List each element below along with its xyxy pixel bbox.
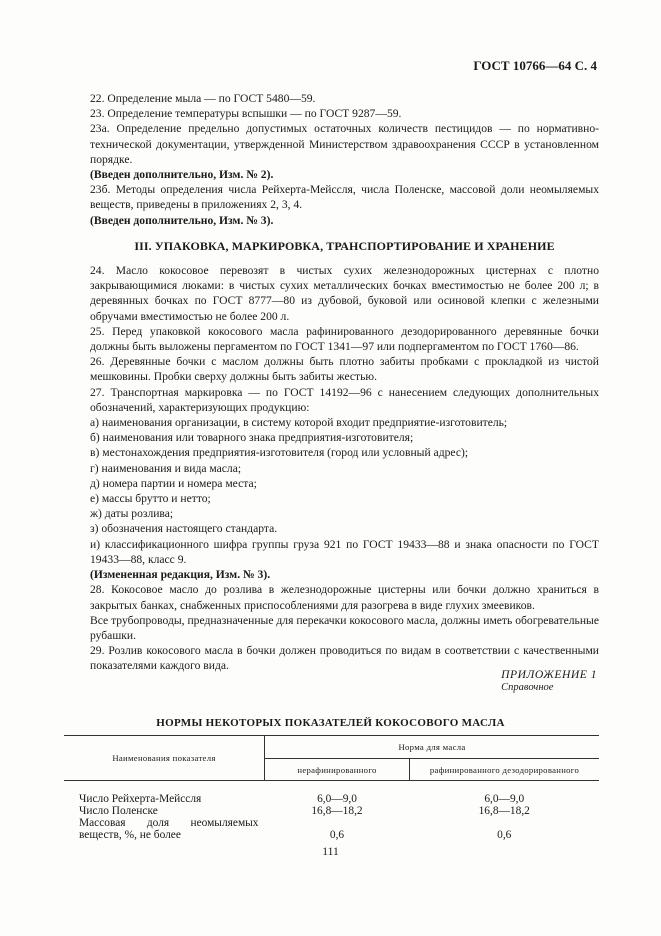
row-value-unrefined: 16,8—18,2 [311,805,363,817]
amendment-note-1: (Введен дополнительно, Изм. № 2). [90,168,274,182]
paragraph-22 [90,91,599,106]
appendix-title: ПРИЛОЖЕНИЕ 1 [501,668,597,681]
paragraph-28: 28. Кокосовое масло до розлива в железнодорожные цистерны или бочки должно храниться в закрытых банках, снабженных приспособлениями для разогрева в виде глухих змеевиков. [90,583,599,612]
list-item: а) наименования организации, в систему которой входит предприятие-изготовитель; [90,416,508,430]
row-value-refined: 16,8—18,2 [478,805,530,817]
amendment-note-2: (Введен дополнительно, Изм. № 3). [90,213,274,227]
row-name: Массовая доля неомыляемых веществ, %, не более [79,817,259,841]
paragraph-23a: 23а. Определение предельно допустимых остаточных количеств пестицидов — по нормативно-технической документации, утвержденной Министерством здравоохранения СССР в установленном порядке. [90,122,599,166]
paragraph-23: 23. Определение температуры вспышки — по ГОСТ 9287—59. [90,107,402,121]
list-item: б) наименования или товарного знака предприятия-изготовителя; [90,431,414,445]
list-item: з) обозначения настоящего стандарта. [90,522,278,536]
paragraph-24: 24. Масло кокосовое перевозят в чистых сухих железнодорожных цистернах с плотно закрывающимися люками: в чистых сухих металлических бочках вместимостью не более 200 л; в деревянных бочках по ГОСТ 8777—80 из дубовой, буковой или осиновой клепки с железными обручами вместимостью не более 200 л. [90,264,599,323]
paragraph-22-text: 22. Определение мыла — по ГОСТ 5480—59. [90,92,316,105]
paragraph-23b: 23б. Методы определения числа Рейхерта-Мейссля, числа Поленске, массовой доли неомыляемых веществ, приведены в приложениях 2, 3, 4. [90,183,599,212]
paragraph-28-continued: Все трубопроводы, предназначенные для перекачки кокосового масла, должны иметь обогревательные рубашки. [90,613,599,642]
main-text [90,91,599,674]
column-header-name: Наименования показателя [64,736,265,781]
column-header-group: Норма для масла [265,736,600,759]
list-item: ж) даты розлива; [90,507,174,521]
norms-table [64,735,599,841]
appendix-subtitle: Справочное [501,682,554,693]
list-item: е) массы брутто и нетто; [90,492,211,506]
page-number: 111 [322,845,339,858]
marking-list [90,415,599,567]
page-header: ГОСТ 10766—64 С. 4 [473,58,597,73]
list-item: в) местонахождения предприятия-изготовителя (город или условный адрес); [90,446,469,460]
table-title: НОРМЫ НЕКОТОРЫХ ПОКАЗАТЕЛЕЙ КОКОСОВОГО МАСЛА [156,717,505,729]
amendment-note-3: (Измененная редакция, Изм. № 3). [90,568,271,582]
list-item: г) наименования и вида масла; [90,461,242,475]
paragraph-25: 25. Перед упаковкой кокосового масла рафинированного дезодорированного деревянные бочки должны быть выложены пергаментом по ГОСТ 1341—97 или подпергаментом по ГОСТ 1760—86. [90,324,599,354]
row-value-unrefined: 0,6 [329,829,345,841]
row-value-unrefined: 6,0—9,0 [317,793,357,805]
paragraph-26: 26. Деревянные бочки с маслом должны быть плотно забиты пробками с прокладкой из чистой мешковины. Пробки сверху должны быть забиты жестью. [90,355,599,384]
row-value-refined: 0,6 [497,829,512,841]
row-name: Число Поленске [79,805,158,817]
list-item: д) номера партии и номера места; [90,476,257,490]
list-item: и) классификационного шифра группы груза 921 по ГОСТ 19433—88 и знака опасности по ГОСТ 19433—88, класс 9. [90,537,599,566]
section-heading: III. УПАКОВКА, МАРКИРОВКА, ТРАНСПОРТИРОВАНИЕ И ХРАНЕНИЕ [134,238,555,253]
table-row [64,817,599,841]
column-header-refined: рафинированного дезодорированного [410,759,600,781]
row-value-refined: 6,0—9,0 [484,793,525,805]
column-header-unrefined: нерафинированного [265,759,410,781]
appendix-label [501,668,597,693]
table-row [64,805,599,817]
paragraph-29: 29. Розлив кокосового масла в бочки должен проводиться по видам в соответствии с качественными показателями каждого вида. [90,644,599,673]
table-row [64,793,599,805]
row-name: Число Рейхерта-Мейссля [79,793,202,805]
paragraph-27: 27. Транспортная маркировка — по ГОСТ 14192—96 с нанесением следующих дополнительных обозначений, характеризующих продукцию: [90,385,599,414]
